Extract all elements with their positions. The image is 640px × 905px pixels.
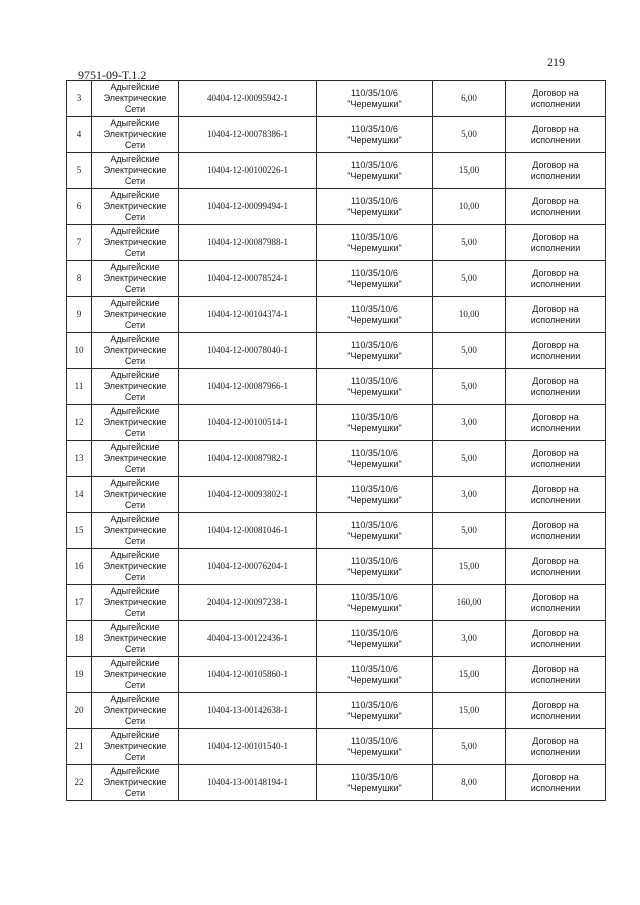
organization-line: Электрические (103, 777, 167, 787)
status-line: исполнении (530, 602, 581, 613)
organization-line: Сети (124, 212, 146, 222)
substation-line: 110/35/10/6 (351, 195, 398, 206)
substation-cell (317, 117, 433, 153)
substation-cell (317, 585, 433, 621)
substation-line: "Черемушки" (347, 494, 402, 505)
organization-line: Сети (124, 140, 146, 150)
substation-line: "Черемушки" (347, 710, 402, 721)
organization-cell (92, 657, 179, 693)
status-line: Договор на (532, 519, 579, 530)
power-value-cell: 5,00 (433, 261, 506, 297)
organization-line: Электрические (103, 309, 167, 319)
organization-line: Сети (124, 608, 146, 618)
row-number-cell: 21 (67, 729, 92, 765)
status-cell (506, 333, 606, 369)
organization-cell (92, 261, 179, 297)
organization-line: Адыгейские (110, 334, 160, 344)
row-number-cell: 3 (67, 81, 92, 117)
status-cell (506, 765, 606, 801)
substation-cell (317, 441, 433, 477)
organization-line: Электрические (103, 93, 167, 103)
power-value-cell: 3,00 (433, 405, 506, 441)
contract-number-cell: 10404-12-00087966-1 (179, 369, 317, 405)
contract-number-cell: 10404-12-00105860-1 (179, 657, 317, 693)
status-line: Договор на (532, 159, 579, 170)
power-value-cell: 10,00 (433, 297, 506, 333)
row-number-cell: 20 (67, 693, 92, 729)
power-value-cell: 15,00 (433, 693, 506, 729)
substation-cell (317, 297, 433, 333)
status-line: исполнении (530, 278, 581, 289)
table-row (67, 297, 606, 333)
substation-cell (317, 189, 433, 225)
substation-line: 110/35/10/6 (351, 159, 398, 170)
substation-line: 110/35/10/6 (351, 771, 398, 782)
table-row (67, 153, 606, 189)
table-row (67, 333, 606, 369)
status-line: исполнении (530, 206, 581, 217)
status-cell (506, 441, 606, 477)
status-cell (506, 477, 606, 513)
substation-cell (317, 729, 433, 765)
contract-number-cell: 20404-12-00097238-1 (179, 585, 317, 621)
organization-line: Электрические (103, 165, 167, 175)
organization-line: Электрические (103, 345, 167, 355)
registry-table-body (67, 81, 606, 801)
contract-number-cell: 40404-13-00122436-1 (179, 621, 317, 657)
organization-cell (92, 153, 179, 189)
status-line: Договор на (532, 699, 579, 710)
organization-line: Сети (124, 500, 146, 510)
substation-cell (317, 153, 433, 189)
organization-line: Адыгейские (110, 118, 160, 128)
power-value-cell: 6,00 (433, 81, 506, 117)
row-number-cell: 18 (67, 621, 92, 657)
substation-line: 110/35/10/6 (351, 519, 398, 530)
table-row (67, 585, 606, 621)
status-cell (506, 225, 606, 261)
status-line: исполнении (530, 242, 581, 253)
power-value-cell: 5,00 (433, 441, 506, 477)
substation-line: 110/35/10/6 (351, 735, 398, 746)
substation-line: "Черемушки" (347, 782, 402, 793)
organization-cell (92, 369, 179, 405)
table-row (67, 189, 606, 225)
status-line: исполнении (530, 350, 581, 361)
substation-line: 110/35/10/6 (351, 627, 398, 638)
organization-cell (92, 117, 179, 153)
table-row (67, 549, 606, 585)
organization-line: Сети (124, 680, 146, 690)
substation-cell (317, 225, 433, 261)
organization-cell (92, 693, 179, 729)
table-row (67, 513, 606, 549)
status-line: Договор на (532, 411, 579, 422)
row-number-cell: 12 (67, 405, 92, 441)
power-value-cell: 3,00 (433, 621, 506, 657)
organization-cell (92, 441, 179, 477)
organization-line: Электрические (103, 417, 167, 427)
contract-number-cell: 10404-12-00087988-1 (179, 225, 317, 261)
contract-number-cell: 10404-12-00101540-1 (179, 729, 317, 765)
organization-cell (92, 333, 179, 369)
status-line: Договор на (532, 771, 579, 782)
organization-line: Адыгейские (110, 550, 160, 560)
substation-line: "Черемушки" (347, 242, 402, 253)
organization-line: Электрические (103, 453, 167, 463)
status-cell (506, 81, 606, 117)
substation-cell (317, 477, 433, 513)
substation-line: "Черемушки" (347, 206, 402, 217)
substation-cell (317, 621, 433, 657)
contract-number-cell: 40404-12-00095942-1 (179, 81, 317, 117)
organization-cell (92, 585, 179, 621)
row-number-cell: 14 (67, 477, 92, 513)
row-number-cell: 4 (67, 117, 92, 153)
power-value-cell: 160,00 (433, 585, 506, 621)
row-number-cell: 19 (67, 657, 92, 693)
substation-cell (317, 513, 433, 549)
organization-line: Электрические (103, 525, 167, 535)
organization-cell (92, 297, 179, 333)
organization-line: Электрические (103, 237, 167, 247)
organization-line: Сети (124, 644, 146, 654)
status-cell (506, 117, 606, 153)
document-code: 9751-09-T.1.2 (78, 68, 147, 82)
status-line: исполнении (530, 170, 581, 181)
substation-cell (317, 369, 433, 405)
status-cell (506, 621, 606, 657)
contract-number-cell: 10404-12-00078040-1 (179, 333, 317, 369)
row-number-cell: 11 (67, 369, 92, 405)
substation-line: "Черемушки" (347, 350, 402, 361)
substation-line: 110/35/10/6 (351, 591, 398, 602)
organization-line: Адыгейские (110, 82, 160, 92)
status-line: исполнении (530, 314, 581, 325)
contract-number-cell: 10404-12-00099494-1 (179, 189, 317, 225)
substation-line: "Черемушки" (347, 314, 402, 325)
organization-cell (92, 477, 179, 513)
organization-line: Адыгейские (110, 730, 160, 740)
organization-line: Электрические (103, 597, 167, 607)
status-line: Договор на (532, 231, 579, 242)
substation-cell (317, 693, 433, 729)
status-line: Договор на (532, 735, 579, 746)
status-line: Договор на (532, 663, 579, 674)
organization-line: Адыгейские (110, 658, 160, 668)
table-row (67, 477, 606, 513)
organization-line: Электрические (103, 273, 167, 283)
organization-line: Сети (124, 392, 146, 402)
contract-number-cell: 10404-13-00142638-1 (179, 693, 317, 729)
contract-number-cell: 10404-13-00148194-1 (179, 765, 317, 801)
substation-line: "Черемушки" (347, 98, 402, 109)
contract-number-cell: 10404-12-00100514-1 (179, 405, 317, 441)
status-line: исполнении (530, 494, 581, 505)
status-line: Договор на (532, 447, 579, 458)
status-line: Договор на (532, 87, 579, 98)
status-cell (506, 153, 606, 189)
organization-line: Сети (124, 176, 146, 186)
status-cell (506, 657, 606, 693)
substation-line: 110/35/10/6 (351, 699, 398, 710)
organization-line: Электрические (103, 381, 167, 391)
organization-line: Адыгейские (110, 622, 160, 632)
status-line: Договор на (532, 267, 579, 278)
power-value-cell: 5,00 (433, 225, 506, 261)
substation-cell (317, 333, 433, 369)
table-row (67, 81, 606, 117)
organization-line: Электрические (103, 201, 167, 211)
table-row (67, 405, 606, 441)
row-number-cell: 6 (67, 189, 92, 225)
status-line: исполнении (530, 566, 581, 577)
contract-number-cell: 10404-12-00081046-1 (179, 513, 317, 549)
row-number-cell: 16 (67, 549, 92, 585)
substation-line: "Черемушки" (347, 278, 402, 289)
row-number-cell: 17 (67, 585, 92, 621)
status-line: Договор на (532, 123, 579, 134)
organization-cell (92, 729, 179, 765)
power-value-cell: 15,00 (433, 549, 506, 585)
status-line: исполнении (530, 134, 581, 145)
substation-cell (317, 765, 433, 801)
substation-line: "Черемушки" (347, 386, 402, 397)
power-value-cell: 5,00 (433, 369, 506, 405)
power-value-cell: 15,00 (433, 153, 506, 189)
organization-line: Сети (124, 356, 146, 366)
organization-cell (92, 189, 179, 225)
row-number-cell: 15 (67, 513, 92, 549)
organization-line: Адыгейские (110, 262, 160, 272)
substation-line: 110/35/10/6 (351, 267, 398, 278)
page-number: 219 (547, 55, 565, 69)
substation-cell (317, 549, 433, 585)
status-line: Договор на (532, 339, 579, 350)
status-cell (506, 297, 606, 333)
table-row (67, 693, 606, 729)
contract-number-cell: 10404-12-00078386-1 (179, 117, 317, 153)
substation-line: "Черемушки" (347, 458, 402, 469)
contract-number-cell: 10404-12-00093802-1 (179, 477, 317, 513)
status-cell (506, 549, 606, 585)
substation-line: 110/35/10/6 (351, 123, 398, 134)
status-line: Договор на (532, 627, 579, 638)
organization-line: Адыгейские (110, 478, 160, 488)
organization-line: Сети (124, 752, 146, 762)
organization-cell (92, 225, 179, 261)
organization-line: Сети (124, 788, 146, 798)
organization-cell (92, 81, 179, 117)
organization-line: Адыгейские (110, 226, 160, 236)
organization-line: Сети (124, 248, 146, 258)
substation-line: 110/35/10/6 (351, 87, 398, 98)
substation-line: 110/35/10/6 (351, 555, 398, 566)
substation-line: 110/35/10/6 (351, 411, 398, 422)
organization-line: Адыгейские (110, 298, 160, 308)
status-line: Договор на (532, 303, 579, 314)
contract-number-cell: 10404-12-00100226-1 (179, 153, 317, 189)
status-line: исполнении (530, 746, 581, 757)
row-number-cell: 7 (67, 225, 92, 261)
substation-cell (317, 261, 433, 297)
row-number-cell: 8 (67, 261, 92, 297)
table-row (67, 729, 606, 765)
status-line: Договор на (532, 555, 579, 566)
status-cell (506, 729, 606, 765)
status-cell (506, 261, 606, 297)
substation-line: "Черемушки" (347, 602, 402, 613)
organization-line: Сети (124, 428, 146, 438)
power-value-cell: 8,00 (433, 765, 506, 801)
status-cell (506, 189, 606, 225)
row-number-cell: 10 (67, 333, 92, 369)
power-value-cell: 5,00 (433, 729, 506, 765)
row-number-cell: 5 (67, 153, 92, 189)
organization-line: Адыгейские (110, 586, 160, 596)
organization-cell (92, 621, 179, 657)
organization-line: Адыгейские (110, 370, 160, 380)
organization-line: Адыгейские (110, 694, 160, 704)
status-line: исполнении (530, 422, 581, 433)
organization-line: Сети (124, 572, 146, 582)
substation-cell (317, 405, 433, 441)
organization-line: Сети (124, 104, 146, 114)
organization-line: Адыгейские (110, 190, 160, 200)
organization-line: Электрические (103, 489, 167, 499)
organization-cell (92, 765, 179, 801)
organization-line: Адыгейские (110, 406, 160, 416)
substation-line: 110/35/10/6 (351, 663, 398, 674)
organization-line: Сети (124, 536, 146, 546)
organization-line: Сети (124, 464, 146, 474)
table-row (67, 225, 606, 261)
organization-line: Сети (124, 320, 146, 330)
substation-line: "Черемушки" (347, 674, 402, 685)
organization-line: Сети (124, 284, 146, 294)
contract-number-cell: 10404-12-00076204-1 (179, 549, 317, 585)
organization-cell (92, 405, 179, 441)
status-line: исполнении (530, 386, 581, 397)
substation-cell (317, 81, 433, 117)
contract-number-cell: 10404-12-00087982-1 (179, 441, 317, 477)
substation-line: "Черемушки" (347, 422, 402, 433)
status-line: Договор на (532, 375, 579, 386)
organization-line: Электрические (103, 705, 167, 715)
status-line: исполнении (530, 674, 581, 685)
status-line: исполнении (530, 710, 581, 721)
table-row (67, 621, 606, 657)
power-value-cell: 5,00 (433, 333, 506, 369)
table-row (67, 117, 606, 153)
row-number-cell: 9 (67, 297, 92, 333)
organization-line: Адыгейские (110, 766, 160, 776)
status-line: исполнении (530, 638, 581, 649)
table-row (67, 441, 606, 477)
organization-line: Сети (124, 716, 146, 726)
status-cell (506, 369, 606, 405)
table-row (67, 765, 606, 801)
organization-cell (92, 549, 179, 585)
power-value-cell: 10,00 (433, 189, 506, 225)
organization-line: Электрические (103, 561, 167, 571)
row-number-cell: 13 (67, 441, 92, 477)
power-value-cell: 5,00 (433, 117, 506, 153)
substation-line: "Черемушки" (347, 746, 402, 757)
row-number-cell: 22 (67, 765, 92, 801)
organization-line: Адыгейские (110, 514, 160, 524)
status-cell (506, 405, 606, 441)
substation-line: "Черемушки" (347, 566, 402, 577)
status-line: Договор на (532, 591, 579, 602)
substation-cell (317, 657, 433, 693)
status-cell (506, 513, 606, 549)
substation-line: 110/35/10/6 (351, 303, 398, 314)
table-row (67, 261, 606, 297)
status-line: исполнении (530, 458, 581, 469)
substation-line: 110/35/10/6 (351, 375, 398, 386)
registry-table (66, 80, 606, 801)
organization-line: Электрические (103, 633, 167, 643)
power-value-cell: 15,00 (433, 657, 506, 693)
substation-line: "Черемушки" (347, 134, 402, 145)
status-line: исполнении (530, 530, 581, 541)
power-value-cell: 5,00 (433, 513, 506, 549)
status-cell (506, 693, 606, 729)
substation-line: 110/35/10/6 (351, 231, 398, 242)
substation-line: 110/35/10/6 (351, 483, 398, 494)
substation-line: "Черемушки" (347, 170, 402, 181)
status-line: исполнении (530, 782, 581, 793)
status-cell (506, 585, 606, 621)
substation-line: 110/35/10/6 (351, 339, 398, 350)
status-line: Договор на (532, 483, 579, 494)
power-value-cell: 3,00 (433, 477, 506, 513)
organization-line: Адыгейские (110, 442, 160, 452)
contract-number-cell: 10404-12-00104374-1 (179, 297, 317, 333)
substation-line: 110/35/10/6 (351, 447, 398, 458)
table-row (67, 657, 606, 693)
status-line: исполнении (530, 98, 581, 109)
table-row (67, 369, 606, 405)
organization-line: Адыгейские (110, 154, 160, 164)
organization-line: Электрические (103, 129, 167, 139)
organization-cell (92, 513, 179, 549)
organization-line: Электрические (103, 669, 167, 679)
substation-line: "Черемушки" (347, 530, 402, 541)
contract-number-cell: 10404-12-00078524-1 (179, 261, 317, 297)
substation-line: "Черемушки" (347, 638, 402, 649)
status-line: Договор на (532, 195, 579, 206)
organization-line: Электрические (103, 741, 167, 751)
